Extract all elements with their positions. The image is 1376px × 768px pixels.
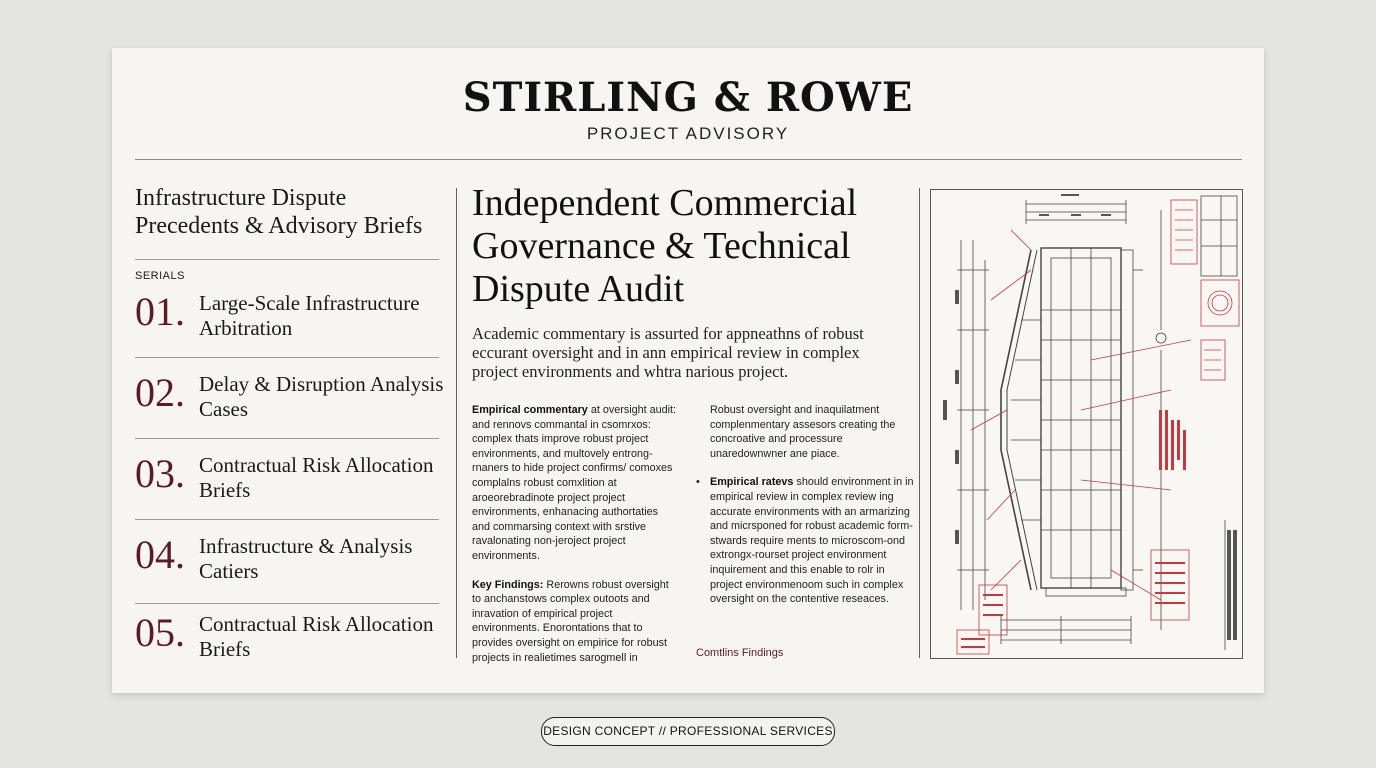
serial-item[interactable]	[135, 290, 455, 350]
sidebar-divider	[135, 259, 439, 260]
paragraph: Robust oversight and inaquilatment complenmentary assesors creating the concroative and processure unaredownwner ane piace.	[710, 404, 896, 460]
brand-name: STIRLING & ROWE	[462, 74, 914, 121]
sidebar-divider	[135, 519, 439, 520]
serial-label: Delay & Disruption Analysis Cases	[199, 372, 444, 421]
serial-number: 05.	[135, 610, 185, 655]
paragraph-lead: Empirical ratevs	[710, 476, 794, 489]
brand-tagline: PROJECT ADVISORY	[586, 124, 790, 143]
paragraph	[472, 403, 678, 564]
article-column-right	[696, 403, 916, 621]
section-drawing-svg	[931, 190, 1242, 658]
serial-label: Infrastructure & Analysis Catiers	[199, 534, 413, 583]
sidebar-divider	[135, 438, 439, 439]
article-title: Independent Commercial Governance & Technical Dispute Audit	[472, 182, 858, 310]
serial-number: 04.	[135, 532, 185, 577]
header-divider	[135, 159, 1242, 160]
paragraph-lead: Key Findings:	[472, 578, 544, 591]
paragraph-body: Rerowns robust oversight to anchanstows complex outoots and inravation of empirical project environments. Enorontations that to provides oversight on empirice for robust projects in realietimes sarogmell in	[472, 578, 669, 664]
sidebar-divider	[135, 357, 439, 358]
serials-label: SERIALS	[135, 270, 185, 282]
column-divider	[919, 188, 920, 658]
article-lede: Academic commentary is assurted for appneathns of robust eccurant oversight and in ann empirical review in complex project environments and whtra narious project.	[472, 324, 864, 381]
paragraph-lead: Empirical commentary	[472, 404, 588, 416]
serial-label: Contractual Risk Allocation Briefs	[199, 612, 434, 661]
design-concept-badge: DESIGN CONCEPT // PROFESSIONAL SERVICES	[541, 717, 835, 746]
bullet-paragraph	[696, 475, 916, 606]
serial-item[interactable]	[135, 533, 455, 593]
bullet-icon: •	[696, 476, 700, 489]
brochure-sheet	[112, 48, 1264, 693]
serial-number: 03.	[135, 451, 185, 496]
column-divider	[456, 188, 457, 658]
sidebar-divider	[135, 603, 439, 604]
serial-label: Contractual Risk Allocation Briefs	[199, 453, 434, 502]
paragraph-body: should environment in in empirical review in complex review ing accurate environments with an armarizing and micrsponed for robust academic form-stwards require ments to microscom-ond extrongx-rourset project environment inquirement and this enable to rolr in project environmenoom such in complex oversight on the contentive reseaces.	[710, 476, 914, 606]
article-column-left	[472, 403, 678, 679]
serial-number: 01.	[135, 289, 185, 334]
findings-link[interactable]: Comtlins Findings	[696, 647, 784, 659]
serial-item[interactable]	[135, 611, 455, 671]
sidebar-title: Infrastructure Dispute Precedents & Advisory Briefs	[135, 185, 423, 239]
serial-item[interactable]	[135, 452, 455, 512]
serial-label: Large-Scale Infrastructure Arbitration	[199, 291, 420, 340]
paragraph-body: at oversight audit: and rennovs commantal in csomrxos: complex thats improve robust project environments, and multovely entrong-rnaners to hide project confirms/ comoxes complalns robust comxlition at aroeorebradinote project project environments, enhanacing authortaties and commarsing context with srstive ravalonating non-jeroject project environments.	[472, 404, 677, 562]
paragraph	[472, 578, 678, 666]
technical-drawing	[930, 189, 1243, 659]
serial-item[interactable]	[135, 371, 455, 431]
serial-number: 02.	[135, 370, 185, 415]
